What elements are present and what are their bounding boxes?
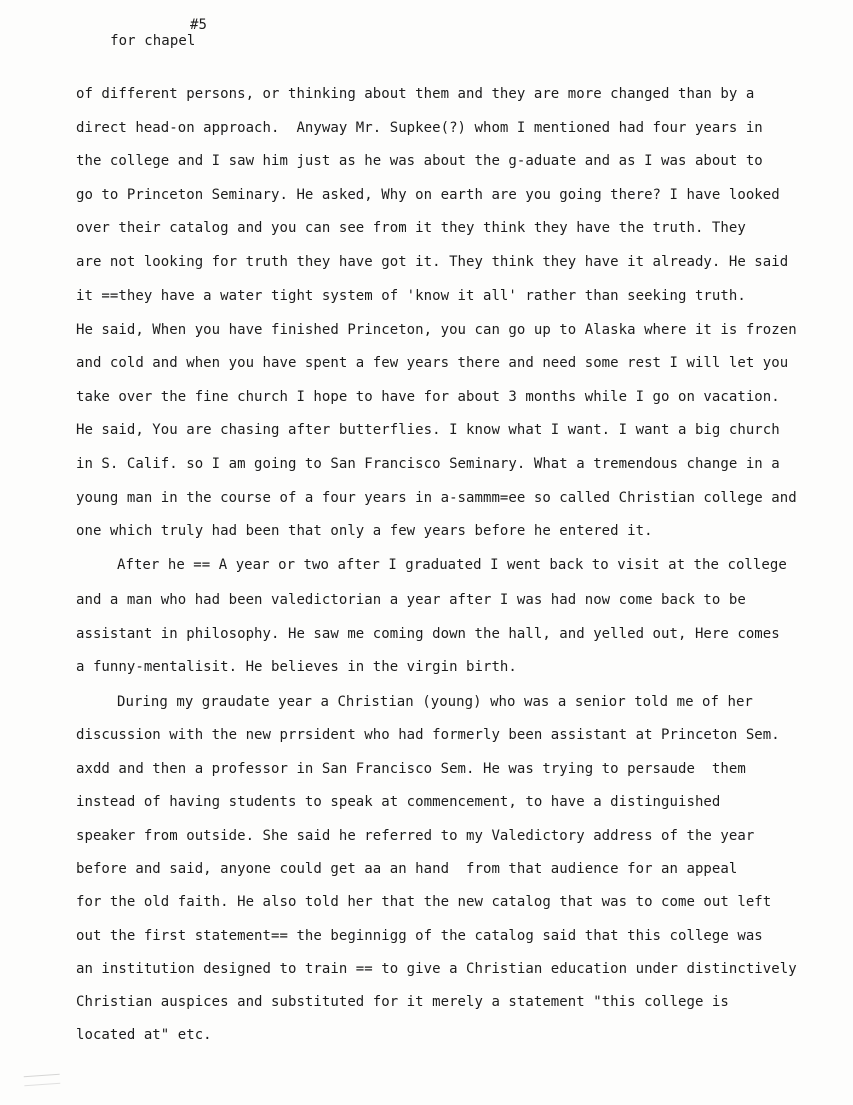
text-line: out the first statement== the beginnigg of the catalog said that this college was — [76, 928, 763, 944]
text-line: over their catalog and you can see from it they think they have the truth. They — [76, 220, 746, 236]
text-line: discussion with the new prrsident who had formerly been assistant at Princeton Sem. — [76, 727, 780, 743]
header-title: for chapel — [110, 33, 196, 49]
text-line: of different persons, or thinking about them and they are more changed than by a — [76, 86, 755, 102]
text-line: direct head-on approach. Anyway Mr. Supkee(?) whom I mentioned had four years in — [76, 120, 763, 136]
text-line: He said, When you have finished Princeton, you can go up to Alaska where it is frozen — [76, 322, 797, 338]
text-line: it ==they have a water tight system of 'know it all' rather than seeking truth. — [76, 288, 746, 304]
text-line: and cold and when you have spent a few years there and need some rest I will let you — [76, 355, 789, 371]
text-line: instead of having students to speak at commencement, to have a distinguished — [76, 794, 721, 810]
text-line: one which truly had been that only a few years before he entered it. — [76, 523, 653, 539]
text-line: and a man who had been valedictorian a year after I was had now come back to be — [76, 592, 746, 608]
text-line: speaker from outside. She said he referred to my Valedictory address of the year — [76, 828, 755, 844]
text-line: for the old faith. He also told her that the new catalog that was to come out left — [76, 894, 772, 910]
page-number: #5 — [190, 17, 208, 33]
text-line: the college and I saw him just as he was about the g-aduate and as I was about to — [76, 153, 763, 169]
text-line: before and said, anyone could get aa an hand from that audience for an appeal — [76, 861, 738, 877]
text-line: He said, You are chasing after butterflies. I know what I want. I want a big church — [76, 422, 780, 438]
text-line: are not looking for truth they have got it. They think they have it already. He said — [76, 254, 789, 270]
text-line: go to Princeton Seminary. He asked, Why on earth are you going there? I have looked — [76, 187, 780, 203]
page-header — [76, 17, 208, 81]
text-line: axdd and then a professor in San Francisco Sem. He was trying to persaude them — [76, 761, 746, 777]
text-line: Christian auspices and substituted for it merely a statement "this college is — [76, 994, 729, 1010]
pencil-mark — [24, 1074, 61, 1086]
text-line: After he == A year or two after I graduated I went back to visit at the college — [117, 557, 787, 573]
text-line: a funny-mentalisit. He believes in the virgin birth. — [76, 659, 517, 675]
text-line: an institution designed to train == to give a Christian education under distinctively — [76, 961, 797, 977]
text-line: take over the fine church I hope to have for about 3 months while I go on vacation. — [76, 389, 780, 405]
text-line: assistant in philosophy. He saw me coming down the hall, and yelled out, Here comes — [76, 626, 780, 642]
text-line: in S. Calif. so I am going to San Francisco Seminary. What a tremendous change in a — [76, 456, 780, 472]
text-line: located at" etc. — [76, 1027, 212, 1043]
text-line: During my graudate year a Christian (young) who was a senior told me of her — [117, 694, 753, 710]
text-line: young man in the course of a four years in a-sammm=ee so called Christian college and — [76, 490, 797, 506]
